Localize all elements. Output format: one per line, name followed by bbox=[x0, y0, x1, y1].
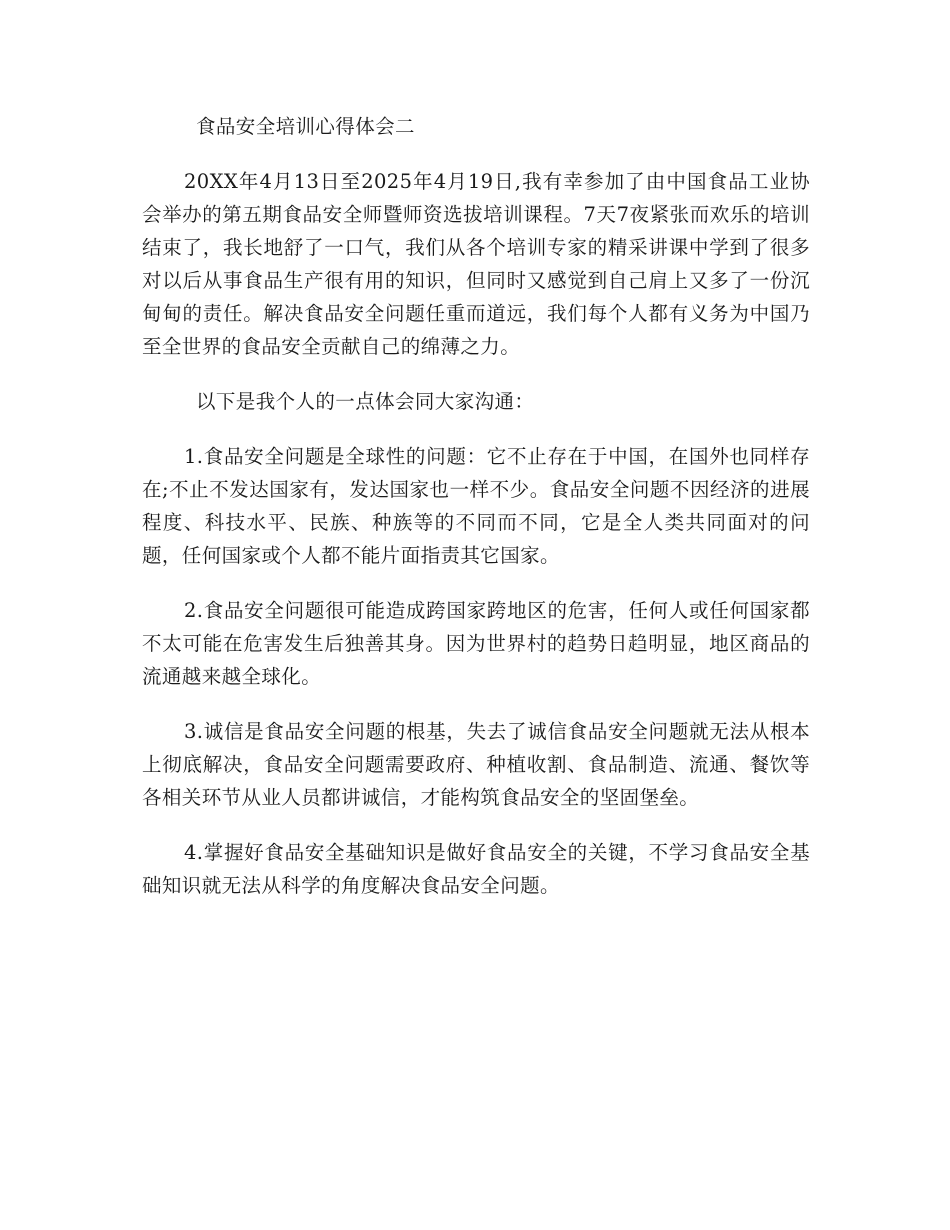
paragraph-point-1: 1.食品安全问题是全球性的问题：它不止存在于中国，在国外也同样存在;不止不发达国家有，发达国家也一样不少。食品安全问题不因经济的进展程度、科技水平、民族、种族等的不同而不同，它是全人类共同面对的问题，任何国家或个人都不能片面指责其它国家。 bbox=[142, 445, 810, 567]
document-body bbox=[142, 110, 810, 924]
paragraph-intro-narrative: 20XX年4月13日至2025年4月19日,我有幸参加了由中国食品工业协会举办的第五期食品安全师暨师资选拔培训课程。7天7夜紧张而欢乐的培训结束了，我长地舒了一口气，我们从各个培训专家的精采讲课中学到了很多对以后从事食品生产很有用的知识，但同时又感觉到自己肩上又多了一份沉甸甸的责任。解决食品安全问题任重而道远，我们每个人都有义务为中国乃至全世界的食品安全贡献自己的绵薄之力。 bbox=[142, 170, 810, 358]
document-title: 食品安全培训心得体会二 bbox=[196, 115, 415, 138]
paragraph-point-2: 2.食品安全问题很可能造成跨国家跨地区的危害，任何人或任何国家都不太可能在危害发生后独善其身。因为世界村的趋势日趋明显，地区商品的流通越来越全球化。 bbox=[142, 599, 810, 688]
paragraph-point-4: 4.掌握好食品安全基础知识是做好食品安全的关键，不学习食品安全基础知识就无法从科学的角度解决食品安全问题。 bbox=[142, 841, 810, 897]
paragraph-point-3: 3.诚信是食品安全问题的根基，失去了诚信食品安全问题就无法从根本上彻底解决，食品安全问题需要政府、种植收割、食品制造、流通、餐饮等各相关环节从业人员都讲诚信，才能构筑食品安全的坚固堡垒。 bbox=[142, 720, 810, 809]
paragraph-lead-in: 以下是我个人的一点体会同大家沟通： bbox=[196, 390, 535, 413]
